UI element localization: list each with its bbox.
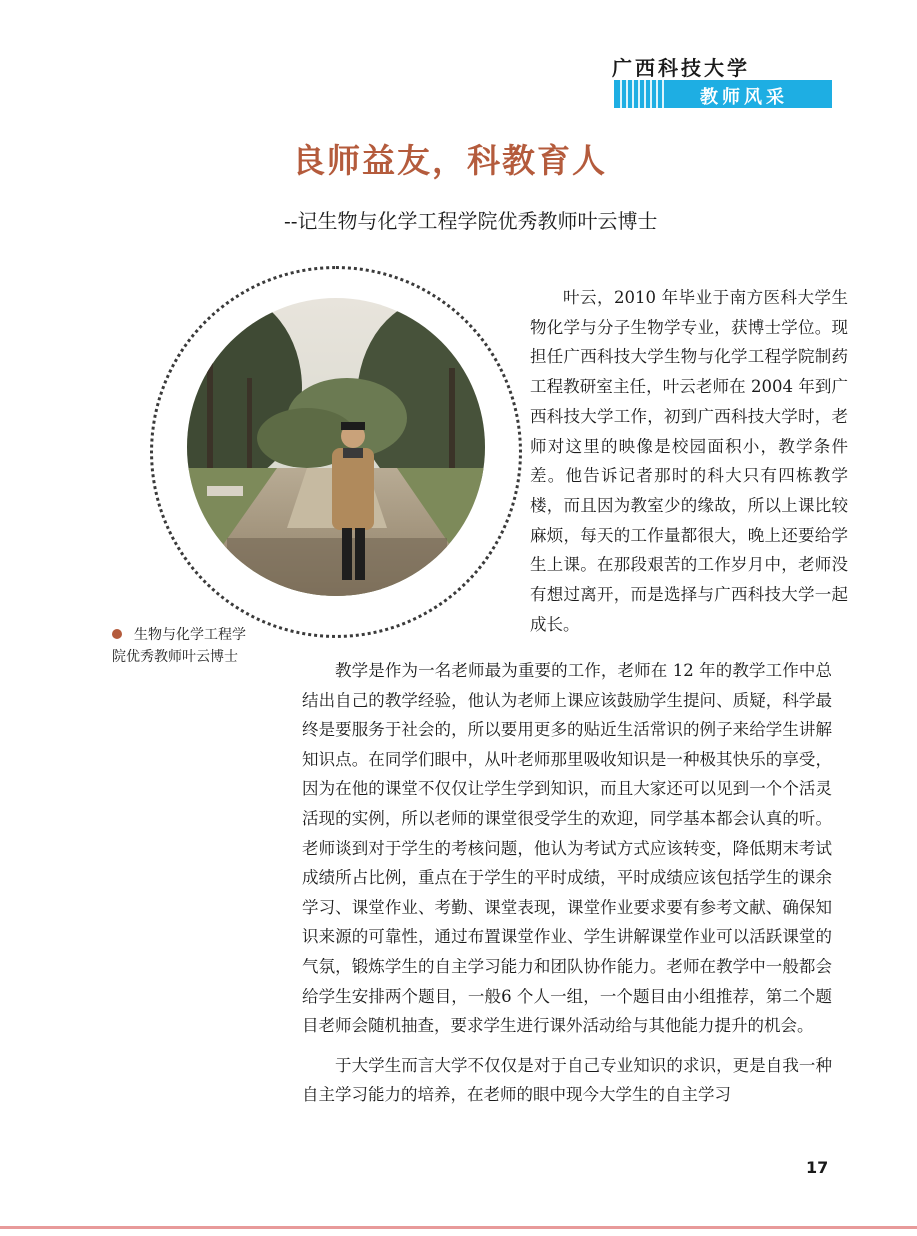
body-paragraph: 于大学生而言大学不仅仅是对于自己专业知识的求识，更是自我一种自主学习能力的培养，在老师的眼中现今大学生的自主学习 — [302, 1055, 832, 1105]
banner-stripes — [620, 80, 666, 108]
article-headline: 良师益友，科教育人 — [292, 141, 607, 180]
photo-caption — [112, 624, 252, 668]
article-body — [302, 656, 832, 1120]
article-subtitle: --记生物与化学工程学院优秀教师叶云博士 — [284, 209, 658, 233]
caption-text: 生物与化学工程学院优秀教师叶云博士 — [112, 627, 246, 665]
bottom-rule — [0, 1226, 917, 1229]
intro-paragraph: 叶云，2010 年毕业于南方医科大学生物化学与分子生物学专业，获博士学位。现担任广西科技大学生物与化学工程学院制药工程教研室主任，叶云老师在 2004 年到广西科技大学工作，初到广西科技大学时，老师对这里的映像是校园面积小，教学条件差。他告诉记者那时的科大只有四栋教学楼，而且因为教室少的缘故，所以上课比较麻烦，每天的工作量都很大，晚上还要给学生上课。在那段艰苦的工作岁月中，老师没有想过离开，而是选择与广西科技大学一起成长。 — [530, 288, 848, 634]
masthead-title: 广西科技大学 — [612, 56, 750, 80]
caption-bullet-icon — [112, 629, 122, 639]
body-paragraph: 教学是作为一名老师最为重要的工作，老师在 12 年的教学工作中总结出自己的教学经验，他认为老师上课应该鼓励学生提问、质疑，科学最终是要服务于社会的，所以要用更多的贴近生活常识的例子来给学生讲解知识点。在同学们眼中，从叶老师那里吸收知识是一种极其快乐的享受，因为在他的课堂不仅仅让学生学到知识，而且大家还可以见到一个个活灵活现的实例，所以老师的课堂很受学生的欢迎，同学基本都会认真的听。老师谈到对于学生的考核问题，他认为考试方式应该转变，降低期末考试成绩所占比例，重点在于学生的平时成绩，平时成绩应该包括学生的课余学习、课堂作业、考勤、课堂表现，课堂作业要求要有参考文献、确保知识来源的可靠性，通过布置课堂作业、学生讲解课堂作业可以活跃课堂的气氛，锻炼学生的自主学习能力和团队协作能力。老师在教学中一般都会给学生安排两个题目，一般6 个人一组，一个题目由小组推荐，第二个题目老师会随机抽查，要求学生进行课外活动给与其他能力提升的机会。 — [302, 661, 832, 1036]
page-number: 17 — [806, 1158, 829, 1177]
section-banner — [614, 80, 832, 108]
section-label: 教师风采 — [700, 87, 788, 108]
teacher-portrait-photo — [187, 298, 485, 596]
